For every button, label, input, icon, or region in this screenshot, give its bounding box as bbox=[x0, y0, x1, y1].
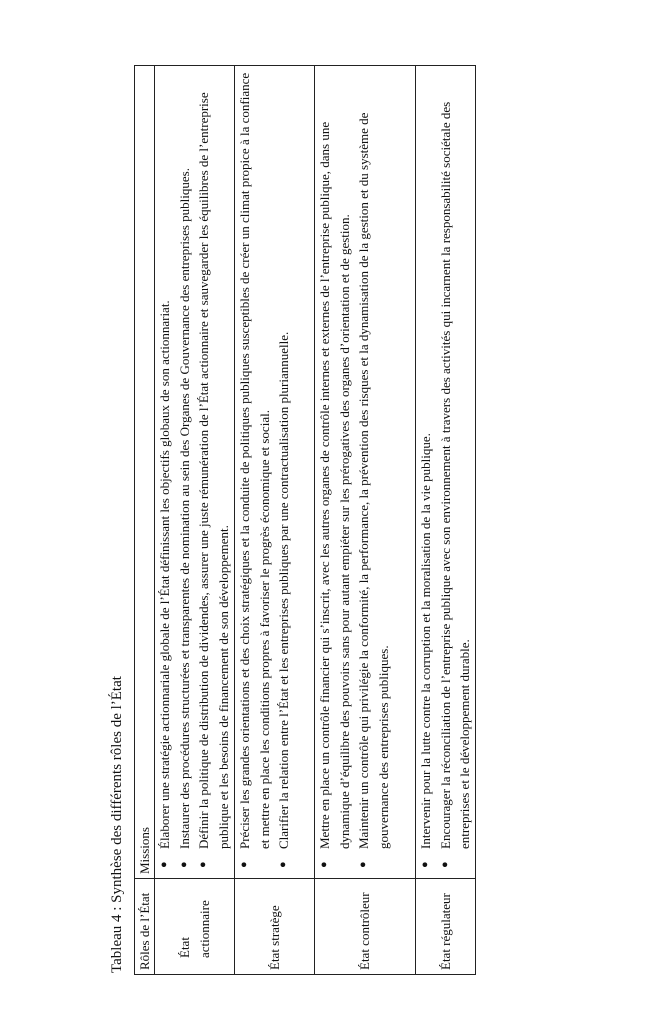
header-missions: Missions bbox=[135, 66, 155, 879]
table-row bbox=[235, 66, 315, 975]
table-row bbox=[315, 66, 416, 975]
list-item: ● Encourager la réconciliation de l’entreprise publique avec son environnement à travers des activités qui incarnent la responsabilité sociétale des entreprises et le développement durable. bbox=[437, 101, 472, 868]
list-item: ● Élaborer une stratégie actionnariale globale de l’État définissant les objectifs globaux de son actionnariat. bbox=[157, 300, 172, 868]
role-cell: État stratège bbox=[235, 879, 315, 975]
table-row bbox=[155, 66, 235, 975]
missions-cell bbox=[155, 66, 235, 879]
table-header-row bbox=[135, 66, 155, 975]
list-item: ● Maintenir un contrôle qui privilégie la conformité, la performance, la prévention des risques et la dynamisation de la gestion et du système de gouvernance des entreprises publiques. bbox=[356, 112, 391, 868]
missions-cell bbox=[315, 66, 416, 879]
list-item: ● Mettre en place un contrôle financier qui s’inscrit, avec les autres organes de contrôle internes et externes de l’entreprise publique, dans une dynamique d’équilibre des pouvoirs sans pour autant empiéter sur les prérogatives des organes d’orientation et de gestion. bbox=[317, 121, 352, 868]
list-item: ● Préciser les grandes orientations et des choix stratégiques et la conduite de politiques publiques susceptibles de créer un climat propice à la confiance et mettre en place les conditions propres à favoriser le progrès économique et social. bbox=[237, 72, 272, 868]
missions-cell bbox=[416, 66, 476, 879]
header-roles: Rôles de l’État bbox=[135, 879, 155, 975]
table-caption: Tableau 4 : Synthèse des différents rôles de l’État bbox=[109, 676, 125, 973]
role-cell: État régulateur bbox=[416, 879, 476, 975]
table-row bbox=[416, 66, 476, 975]
missions-cell bbox=[235, 66, 315, 879]
roles-table bbox=[134, 65, 476, 975]
list-item: ● Clarifier la relation entre l’État et les entreprises publiques par une contractualisation pluriannuelle. bbox=[276, 331, 291, 868]
rotated-table-block bbox=[100, 65, 520, 975]
role-cell: État contrôleur bbox=[315, 879, 416, 975]
list-item: ● Définir la politique de distribution de dividendes, assurer une juste rémunération de l’État actionnaire et sauvegarder les équilibres de l’entreprise publique et les besoins de financement de son développement. bbox=[196, 92, 231, 868]
role-cell: État actionnaire bbox=[155, 879, 235, 975]
list-item: ● Instaurer des procédures structurées et transparentes de nomination au sein des Organes de Gouvernance des entreprises publiques. bbox=[176, 168, 192, 868]
list-item: ● Intervenir pour la lutte contre la corruption et la moralisation de la vie publique. bbox=[418, 433, 433, 868]
